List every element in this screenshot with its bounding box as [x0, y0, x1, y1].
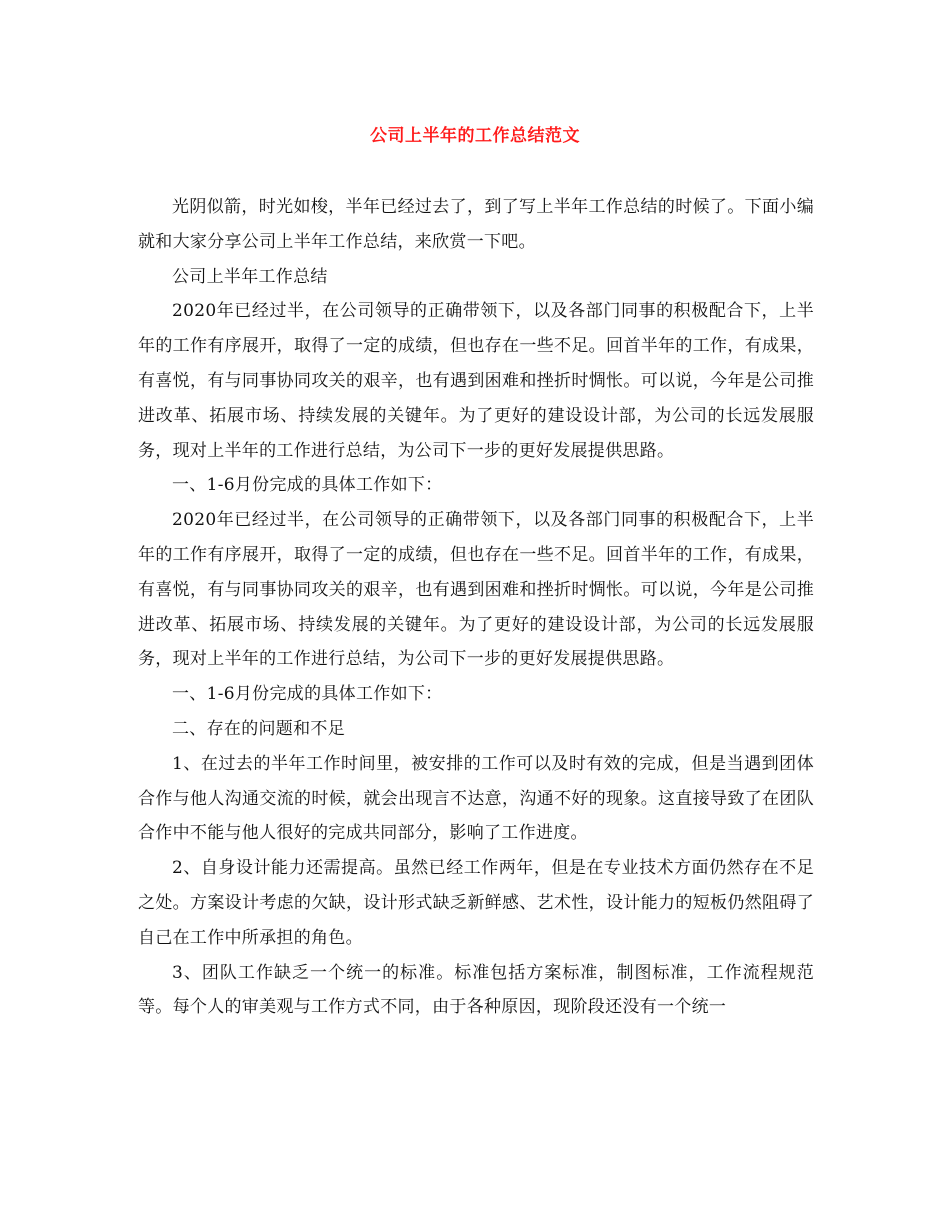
paragraph-section-1-heading-repeat: 一、1-6月份完成的具体工作如下： — [172, 684, 443, 705]
paragraph-intro: 光阴似箭，时光如梭，半年已经过去了，到了写上半年工作总结的时候了。下面小编就和大家分享公司上半年工作总结，来欣赏一下吧。 — [138, 197, 814, 252]
paragraph-section-2-heading: 二、存在的问题和不足 — [172, 718, 345, 739]
paragraph-issue-2: 2、自身设计能力还需提高。虽然已经工作两年，但是在专业技术方面仍然存在不足之处。方案设计考虑的欠缺，设计形式缺乏新鲜感、艺术性，设计能力的短板仍然阻碍了自己在工作中所承担的角色。 — [138, 858, 814, 948]
paragraph-overview-1: 2020年已经过半，在公司领导的正确带领下，以及各部门同事的积极配合下，上半年的工作有序展开，取得了一定的成绩，但也存在一些不足。回首半年的工作，有成果，有喜悦，有与同事协同攻关的艰辛，也有遇到困难和挫折时惆怅。可以说，今年是公司推进改革、拓展市场、持续发展的关键年。为了更好的建设设计部，为公司的长远发展服务，现对上半年的工作进行总结，为公司下一步的更好发展提供思路。 — [138, 301, 814, 461]
paragraph-issue-3: 3、团队工作缺乏一个统一的标准。标准包括方案标准，制图标准，工作流程规范等。每个人的审美观与工作方式不同，由于各种原因，现阶段还没有一个统一 — [138, 962, 814, 1018]
document-title: 公司上半年的工作总结范文 — [370, 126, 580, 146]
paragraph-issue-1: 1、在过去的半年工作时间里，被安排的工作可以及时有效的完成，但是当遇到团体合作与他人沟通交流的时候，就会出现言不达意，沟通不好的现象。这直接导致了在团队合作中不能与他人很好的完成共同部分，影响了工作进度。 — [138, 753, 814, 844]
document-body — [138, 190, 814, 1025]
paragraph-heading-summary: 公司上半年工作总结 — [172, 266, 328, 287]
paragraph-section-1-heading: 一、1-6月份完成的具体工作如下： — [172, 475, 443, 496]
paragraph-overview-2: 2020年已经过半，在公司领导的正确带领下，以及各部门同事的积极配合下，上半年的工作有序展开，取得了一定的成绩，但也存在一些不足。回首半年的工作，有成果，有喜悦，有与同事协同攻关的艰辛，也有遇到困难和挫折时惆怅。可以说，今年是公司推进改革、拓展市场、持续发展的关键年。为了更好的建设设计部，为公司的长远发展服务，现对上半年的工作进行总结，为公司下一步的更好发展提供思路。 — [138, 510, 814, 670]
